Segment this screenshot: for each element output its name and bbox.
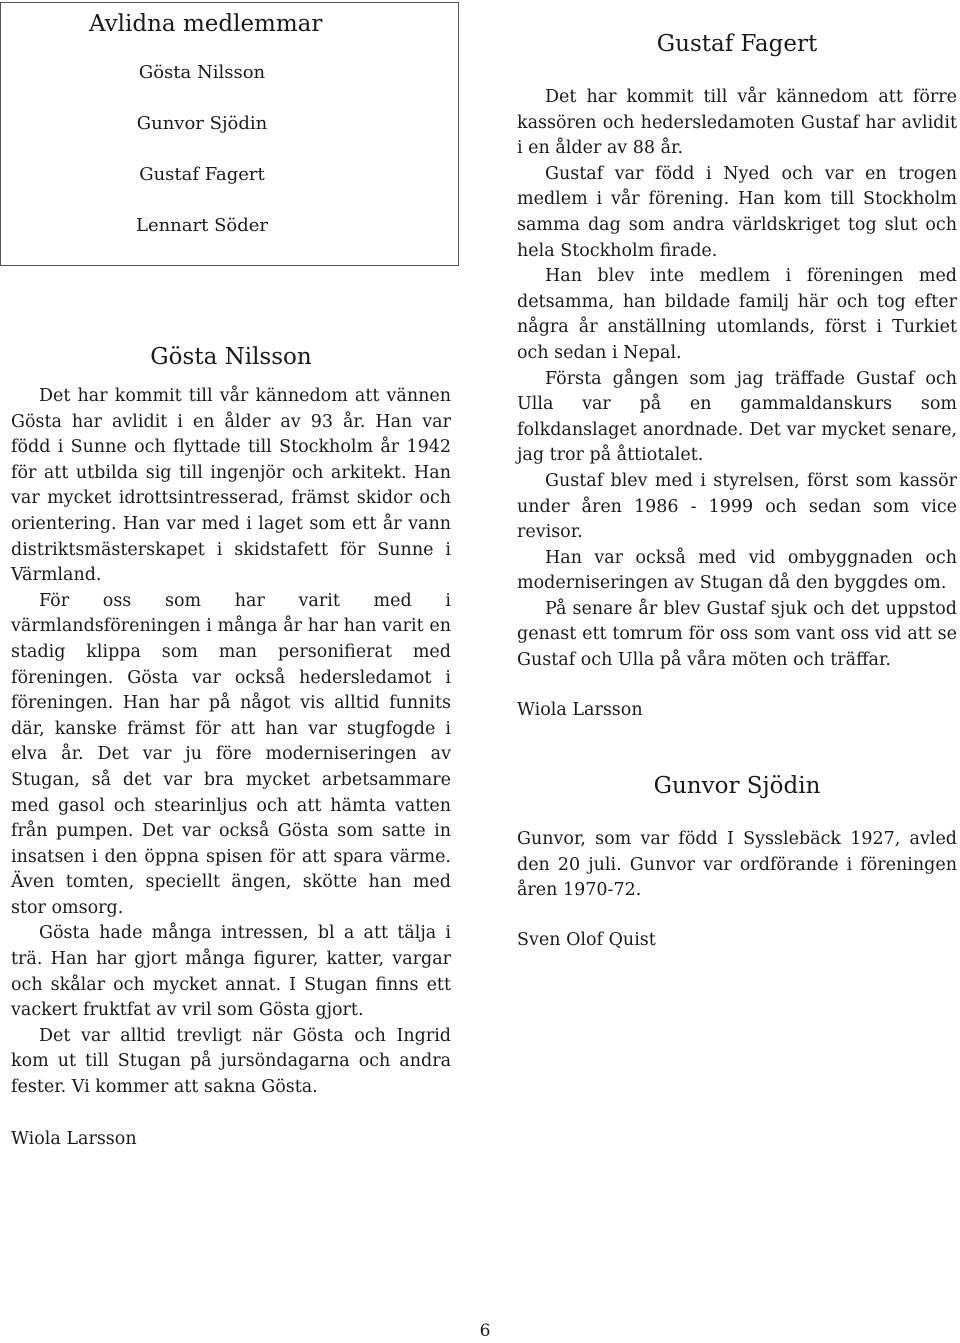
article-heading-gunvor: Gunvor Sjödin: [653, 773, 821, 800]
article-paragraph: För oss som har varit med i värmlandsföreningen i många år har han varit en stadig klippa som man personifierat med föreningen. Gösta var också hedersledamot i föreningen. Han har på något vis alltid funnits där, kanske främst för att han var stugfogde i elva år. Det var ju före moderniseringen av Stugan, så det var bra mycket arbetsammare med gasol och stearinljus och att hämta vatten från pumpen. Det var också Gösta som satte in insatsen i den öppna spisen för att spara värme. Även tomten, speciellt ängen, skötte han med stor omsorg.: [11, 590, 451, 918]
deceased-name: Gösta Nilsson: [138, 62, 266, 83]
box-title: Avlidna medlemmar: [89, 11, 323, 37]
article-heading-gustaf: Gustaf Fagert: [656, 31, 818, 57]
article-paragraph: På senare år blev Gustaf sjuk och det uppstod genast ett tomrum för oss som vant oss vid att se Gustaf och Ulla på våra möten och träffar.: [517, 598, 957, 671]
article-paragraph: Gustaf var född i Nyed och var en trogen medlem i vår förening. Han kom till Stockholm samma dag som andra världskriget tog slut och hela Stockholm firade.: [517, 163, 957, 261]
article-signature: Wiola Larsson: [11, 1128, 137, 1149]
deceased-name: Lennart Söder: [135, 215, 269, 236]
right-column: [517, 0, 957, 954]
article-paragraph: Gösta hade många intressen, bl a att tälja i trä. Han har gjort många figurer, katter, vargar och skålar och mycket annat. I Stugan finns ett vackert fruktfat av vril som Gösta gjort.: [11, 923, 451, 1021]
article-signature: Wiola Larsson: [517, 699, 643, 720]
article-paragraph: Det var alltid trevligt när Gösta och Ingrid kom ut till Stugan på jursöndagarna och andra fester. Vi kommer att sakna Gösta.: [11, 1025, 451, 1098]
page-number: 6: [479, 1321, 491, 1341]
deceased-name: Gustaf Fagert: [139, 164, 265, 185]
deceased-name: Gunvor Sjödin: [136, 113, 268, 134]
article-paragraph: Gunvor, som var född I Sysslebäck 1927, avled den 20 juli. Gunvor var ordförande i föreningen åren 1970-72.: [517, 829, 957, 901]
article-paragraph: Han var också med vid ombyggnaden och moderniseringen av Stugan då den byggdes om.: [517, 547, 957, 594]
article-paragraph: Gustaf blev med i styrelsen, först som kassör under åren 1986 - 1999 och sedan som vice revisor.: [517, 470, 957, 543]
article-paragraph: Det har kommit till vår kännedom att vännen Gösta har avlidit i en ålder av 93 år. Han var född i Sunne och flyttade till Stockholm år 1942 för att utbilda sig till ingenjör och arkitekt. Han var mycket idrottsintresserad, främst skidor och orientering. Han var med i laget som ett år vann distriktsmästerskapet i skidstafett för Sunne i Värmland.: [11, 386, 451, 586]
article-paragraph: Första gången som jag träffade Gustaf och Ulla var på en gammaldanskurs som folkdanslaget anordnade. Det var mycket senare, jag tror på åttiotalet.: [517, 368, 957, 466]
article-heading-gosta: Gösta Nilsson: [150, 344, 312, 370]
article-paragraph: Det har kommit till vår kännedom att förre kassören och hedersledamoten Gustaf har avlidit i en ålder av 88 år.: [517, 87, 957, 159]
article-signature: Sven Olof Quist: [517, 930, 656, 951]
left-column: [11, 0, 451, 1152]
article-paragraph: Han blev inte medlem i föreningen med detsamma, han bildade familj här och tog efter några år anställning utomlands, först i Turkiet och sedan i Nepal.: [517, 266, 957, 363]
